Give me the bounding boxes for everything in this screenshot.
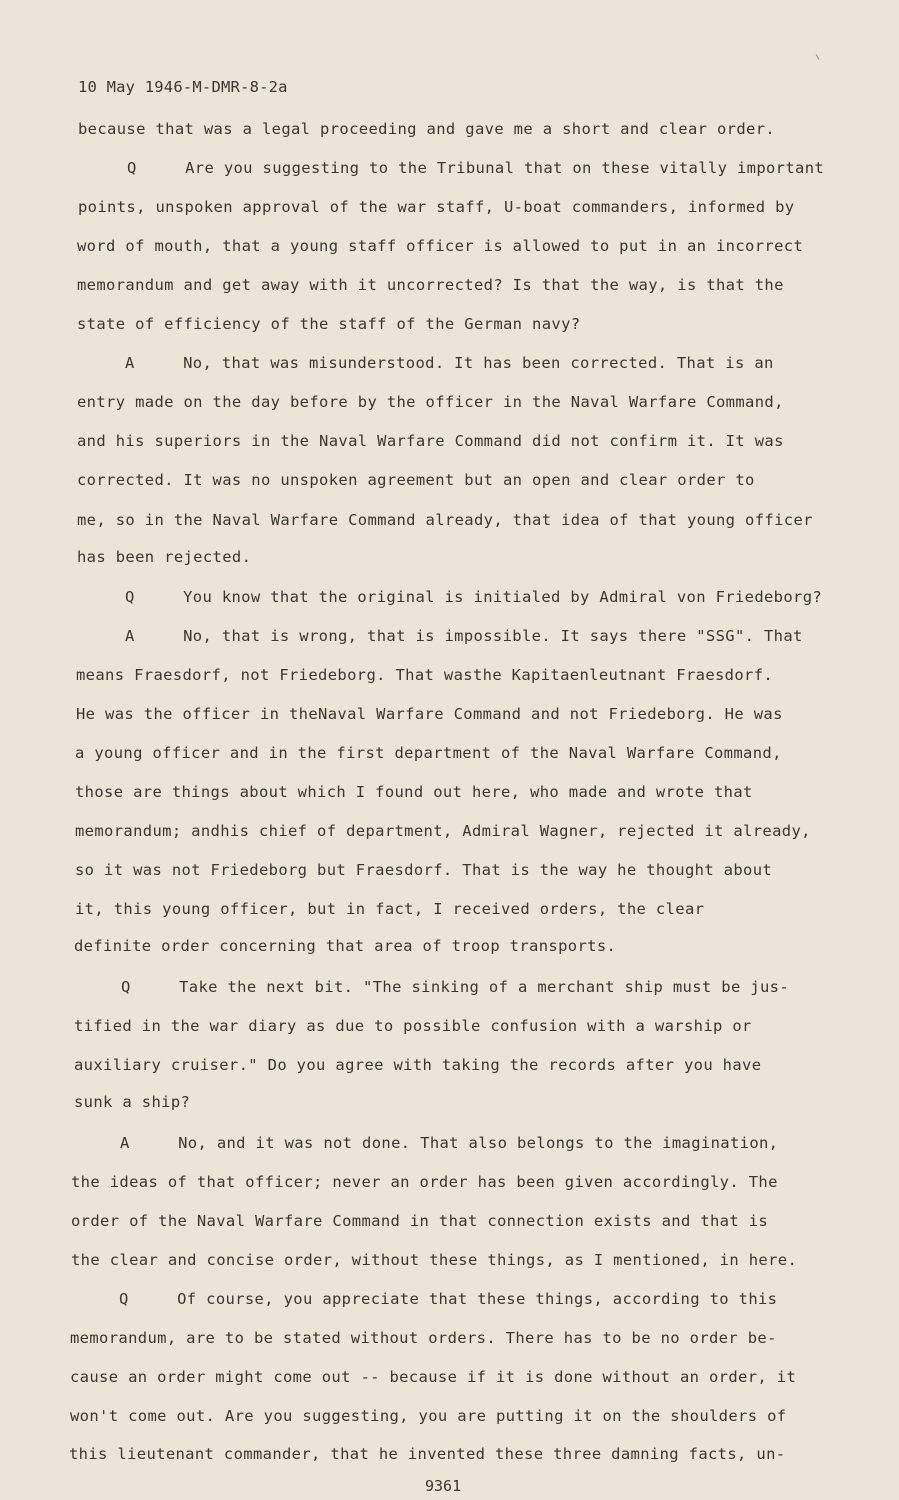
text-line: and his superiors in the Naval Warfare Command did not confirm it. It was [77, 432, 784, 450]
text-line: has been rejected. [77, 548, 252, 566]
text-line: sunk a ship? [74, 1093, 191, 1111]
text-line: because that was a legal proceeding and gave me a short and clear order. [78, 120, 776, 138]
text-line: me, so in the Naval Warfare Command already, that idea of that young officer [77, 511, 813, 529]
text-line: cause an order might come out -- because if it is done without an order, it [70, 1368, 797, 1386]
text-line: memorandum and get away with it uncorrected? Is that the way, is that the [77, 276, 784, 294]
text-line: tified in the war diary as due to possible confusion with a warship or [74, 1017, 752, 1035]
text-line: Q Take the next bit. "The sinking of a merchant ship must be jus- [121, 978, 790, 996]
text-line: won't come out. Are you suggesting, you are putting it on the shoulders of [70, 1407, 787, 1425]
text-line: He was the officer in theNaval Warfare Command and not Friedeborg. He was [76, 705, 783, 723]
text-line: Q You know that the original is initialed by Admiral von Friedeborg? [125, 588, 823, 606]
text-line: A No, that was misunderstood. It has been corrected. That is an [125, 354, 774, 372]
text-line: this lieutenant commander, that he invented these three damning facts, un- [69, 1445, 786, 1463]
text-line: order of the Naval Warfare Command in that connection exists and that is [71, 1212, 769, 1230]
text-line: those are things about which I found out here, who made and wrote that [75, 783, 753, 801]
text-line: Q Are you suggesting to the Tribunal that on these vitally important [127, 159, 825, 177]
paper-speck [816, 54, 820, 60]
text-line: corrected. It was no unspoken agreement but an open and clear order to [77, 471, 755, 489]
text-line: A No, and it was not done. That also belongs to the imagination, [120, 1134, 779, 1152]
text-line: A No, that is wrong, that is impossible. It says there "SSG". That [125, 627, 803, 645]
text-line: it, this young officer, but in fact, I received orders, the clear [75, 900, 705, 918]
text-line: definite order concerning that area of troop transports. [74, 937, 617, 955]
text-line: memorandum, are to be stated without orders. There has to be no order be- [70, 1329, 777, 1347]
text-line: auxiliary cruiser." Do you agree with taking the records after you have [74, 1056, 762, 1074]
text-line: Q Of course, you appreciate that these things, according to this [119, 1290, 778, 1308]
text-line: so it was not Friedeborg but Fraesdorf. That is the way he thought about [75, 861, 773, 879]
text-line: the clear and concise order, without these things, as I mentioned, in here. [71, 1251, 798, 1269]
document-header: 10 May 1946-M-DMR-8-2a [78, 78, 288, 96]
text-line: the ideas of that officer; never an order has been given accordingly. The [71, 1173, 778, 1191]
text-line: state of efficiency of the staff of the German navy? [77, 315, 581, 333]
text-line: word of mouth, that a young staff officer is allowed to put in an incorrect [77, 237, 804, 255]
text-line: a young officer and in the first department of the Naval Warfare Command, [75, 744, 782, 762]
text-line: means Fraesdorf, not Friedeborg. That wasthe Kapitaenleutnant Fraesdorf. [76, 666, 774, 684]
text-line: memorandum; andhis chief of department, Admiral Wagner, rejected it already, [75, 822, 811, 840]
page-number: 9361 [425, 1477, 462, 1495]
text-line: entry made on the day before by the officer in the Naval Warfare Command, [77, 393, 784, 411]
text-line: points, unspoken approval of the war staff, U-boat commanders, informed by [78, 198, 795, 216]
